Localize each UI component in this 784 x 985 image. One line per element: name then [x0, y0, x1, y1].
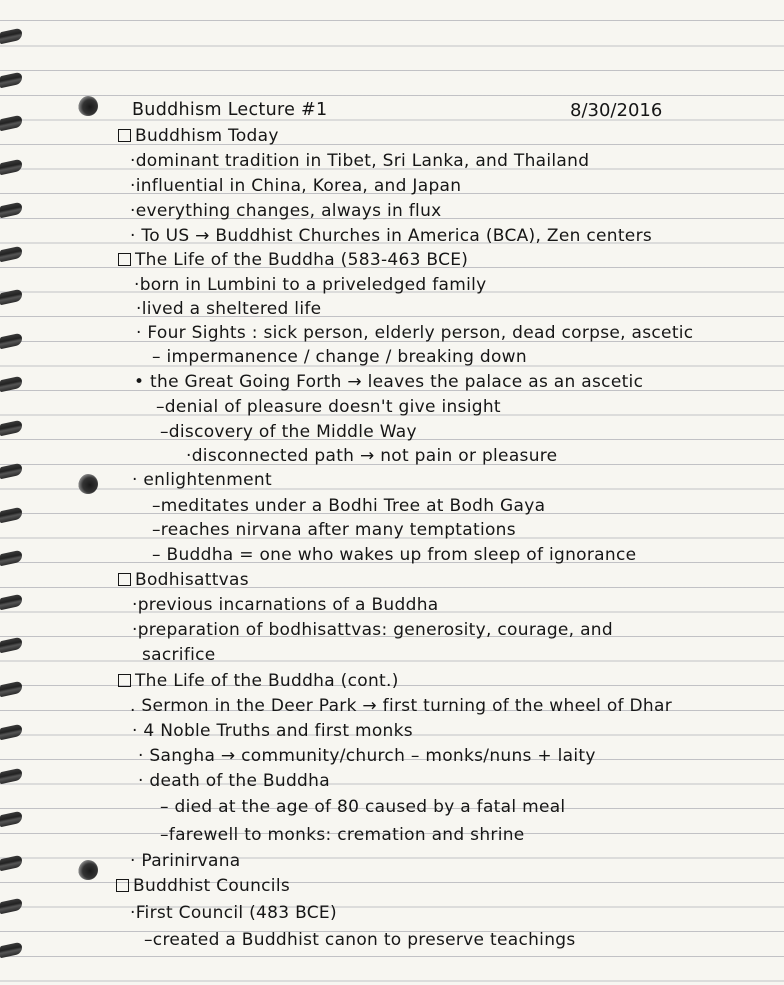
spiral-coil: [0, 463, 22, 480]
spiral-coil: [0, 376, 22, 393]
punch-hole-top: [78, 96, 98, 116]
note-text: ·First Council (483 BCE): [130, 903, 337, 923]
note-text: ·everything changes, always in flux: [130, 201, 442, 221]
note-line: [136, 323, 693, 343]
spiral-coil: [0, 71, 22, 88]
note-text: Buddhism Today: [135, 126, 279, 146]
note-line: [186, 446, 557, 466]
note-line: [132, 595, 438, 615]
spiral-coil: [0, 550, 22, 567]
note-line: [130, 851, 240, 871]
note-line: [130, 696, 672, 716]
spiral-coil: [0, 289, 22, 306]
note-text: –reaches nirvana after many temptations: [152, 520, 516, 540]
spiral-coil: [0, 898, 22, 915]
spiral-coil: [0, 724, 22, 741]
note-line: [130, 176, 461, 196]
checkbox-icon: [118, 573, 131, 586]
punch-hole-middle: [78, 474, 98, 494]
section-heading: [116, 876, 290, 896]
note-line: [160, 422, 417, 442]
checkbox-icon: [118, 674, 131, 687]
spiral-coil: [0, 115, 22, 132]
note-line: [134, 372, 643, 392]
spiral-coil: [0, 419, 22, 436]
checkbox-icon: [118, 129, 131, 142]
note-line: [152, 545, 636, 565]
note-line: [130, 903, 337, 923]
spiral-coil: [0, 158, 22, 175]
note-text: – impermanence / change / breaking down: [152, 347, 527, 367]
note-line: [134, 275, 487, 295]
note-text: The Life of the Buddha (cont.): [135, 671, 399, 691]
note-text: – Buddha = one who wakes up from sleep of ignorance: [152, 545, 637, 565]
note-text: Buddhist Councils: [133, 876, 291, 896]
note-text: • the Great Going Forth → leaves the palace as an ascetic: [134, 372, 644, 392]
section-heading: [118, 570, 249, 590]
spiral-coil: [0, 637, 22, 654]
note-line: [152, 520, 516, 540]
note-text: ·influential in China, Korea, and Japan: [130, 176, 462, 196]
spiral-coil: [0, 245, 22, 262]
note-line: [152, 496, 545, 516]
spiral-coil: [0, 506, 22, 523]
note-text: · Four Sights : sick person, elderly person, dead corpse, ascetic: [136, 323, 694, 343]
note-line: [136, 299, 321, 319]
section-heading: [118, 126, 279, 146]
note-text: –discovery of the Middle Way: [160, 422, 417, 442]
spiral-coil: [0, 680, 22, 697]
note-text: ·disconnected path → not pain or pleasure: [186, 446, 558, 466]
note-line: [138, 771, 330, 791]
note-line: [152, 347, 527, 367]
note-text: –farewell to monks: cremation and shrine: [160, 825, 525, 845]
page-title: Buddhism Lecture #1: [132, 100, 328, 120]
note-line: [132, 470, 272, 490]
note-text: · Sangha → community/church – monks/nuns + laity: [138, 746, 596, 766]
note-text: · death of the Buddha: [138, 771, 330, 791]
note-line: [160, 797, 565, 817]
note-text: ·dominant tradition in Tibet, Sri Lanka, and Thailand: [130, 151, 590, 171]
spiral-coil: [0, 811, 22, 828]
note-line: [130, 151, 589, 171]
note-text: · Parinirvana: [130, 851, 241, 871]
note-text: ·previous incarnations of a Buddha: [132, 595, 439, 615]
spiral-coil: [0, 854, 22, 871]
note-text: – died at the age of 80 caused by a fatal meal: [160, 797, 566, 817]
note-text: sacrifice: [142, 645, 216, 665]
punch-hole-bottom: [78, 860, 98, 880]
note-line: [142, 645, 216, 665]
note-line: [132, 721, 413, 741]
page-date: 8/30/2016: [570, 100, 663, 121]
note-line: [132, 620, 613, 640]
note-line: [156, 397, 501, 417]
note-line: [138, 746, 596, 766]
note-text: ·preparation of bodhisattvas: generosity, courage, and: [132, 620, 613, 640]
spiral-coil: [0, 28, 22, 45]
note-line: [130, 226, 652, 246]
section-heading: [118, 671, 399, 691]
note-text: ·lived a sheltered life: [136, 299, 322, 319]
spiral-coil: [0, 593, 22, 610]
note-text: · enlightenment: [132, 470, 272, 490]
note-text: –created a Buddhist canon to preserve teachings: [144, 930, 576, 950]
spiral-binding: [0, 0, 26, 985]
spiral-coil: [0, 332, 22, 349]
note-text: –denial of pleasure doesn't give insight: [156, 397, 501, 417]
checkbox-icon: [116, 879, 129, 892]
note-text: –meditates under a Bodhi Tree at Bodh Gaya: [152, 496, 546, 516]
spiral-coil: [0, 941, 22, 958]
note-line: [130, 201, 442, 221]
note-line: [144, 930, 576, 950]
note-line: [160, 825, 525, 845]
note-text: Bodhisattvas: [135, 570, 249, 590]
note-text: The Life of the Buddha (583-463 BCE): [135, 250, 469, 270]
spiral-coil: [0, 767, 22, 784]
checkbox-icon: [118, 253, 131, 266]
note-text: . Sermon in the Deer Park → first turning of the wheel of Dhar: [130, 696, 672, 716]
note-text: · 4 Noble Truths and first monks: [132, 721, 413, 741]
spiral-coil: [0, 202, 22, 219]
note-text: ·born in Lumbini to a priveledged family: [134, 275, 487, 295]
section-heading: [118, 250, 468, 270]
note-text: · To US → Buddhist Churches in America (BCA), Zen centers: [130, 226, 653, 246]
